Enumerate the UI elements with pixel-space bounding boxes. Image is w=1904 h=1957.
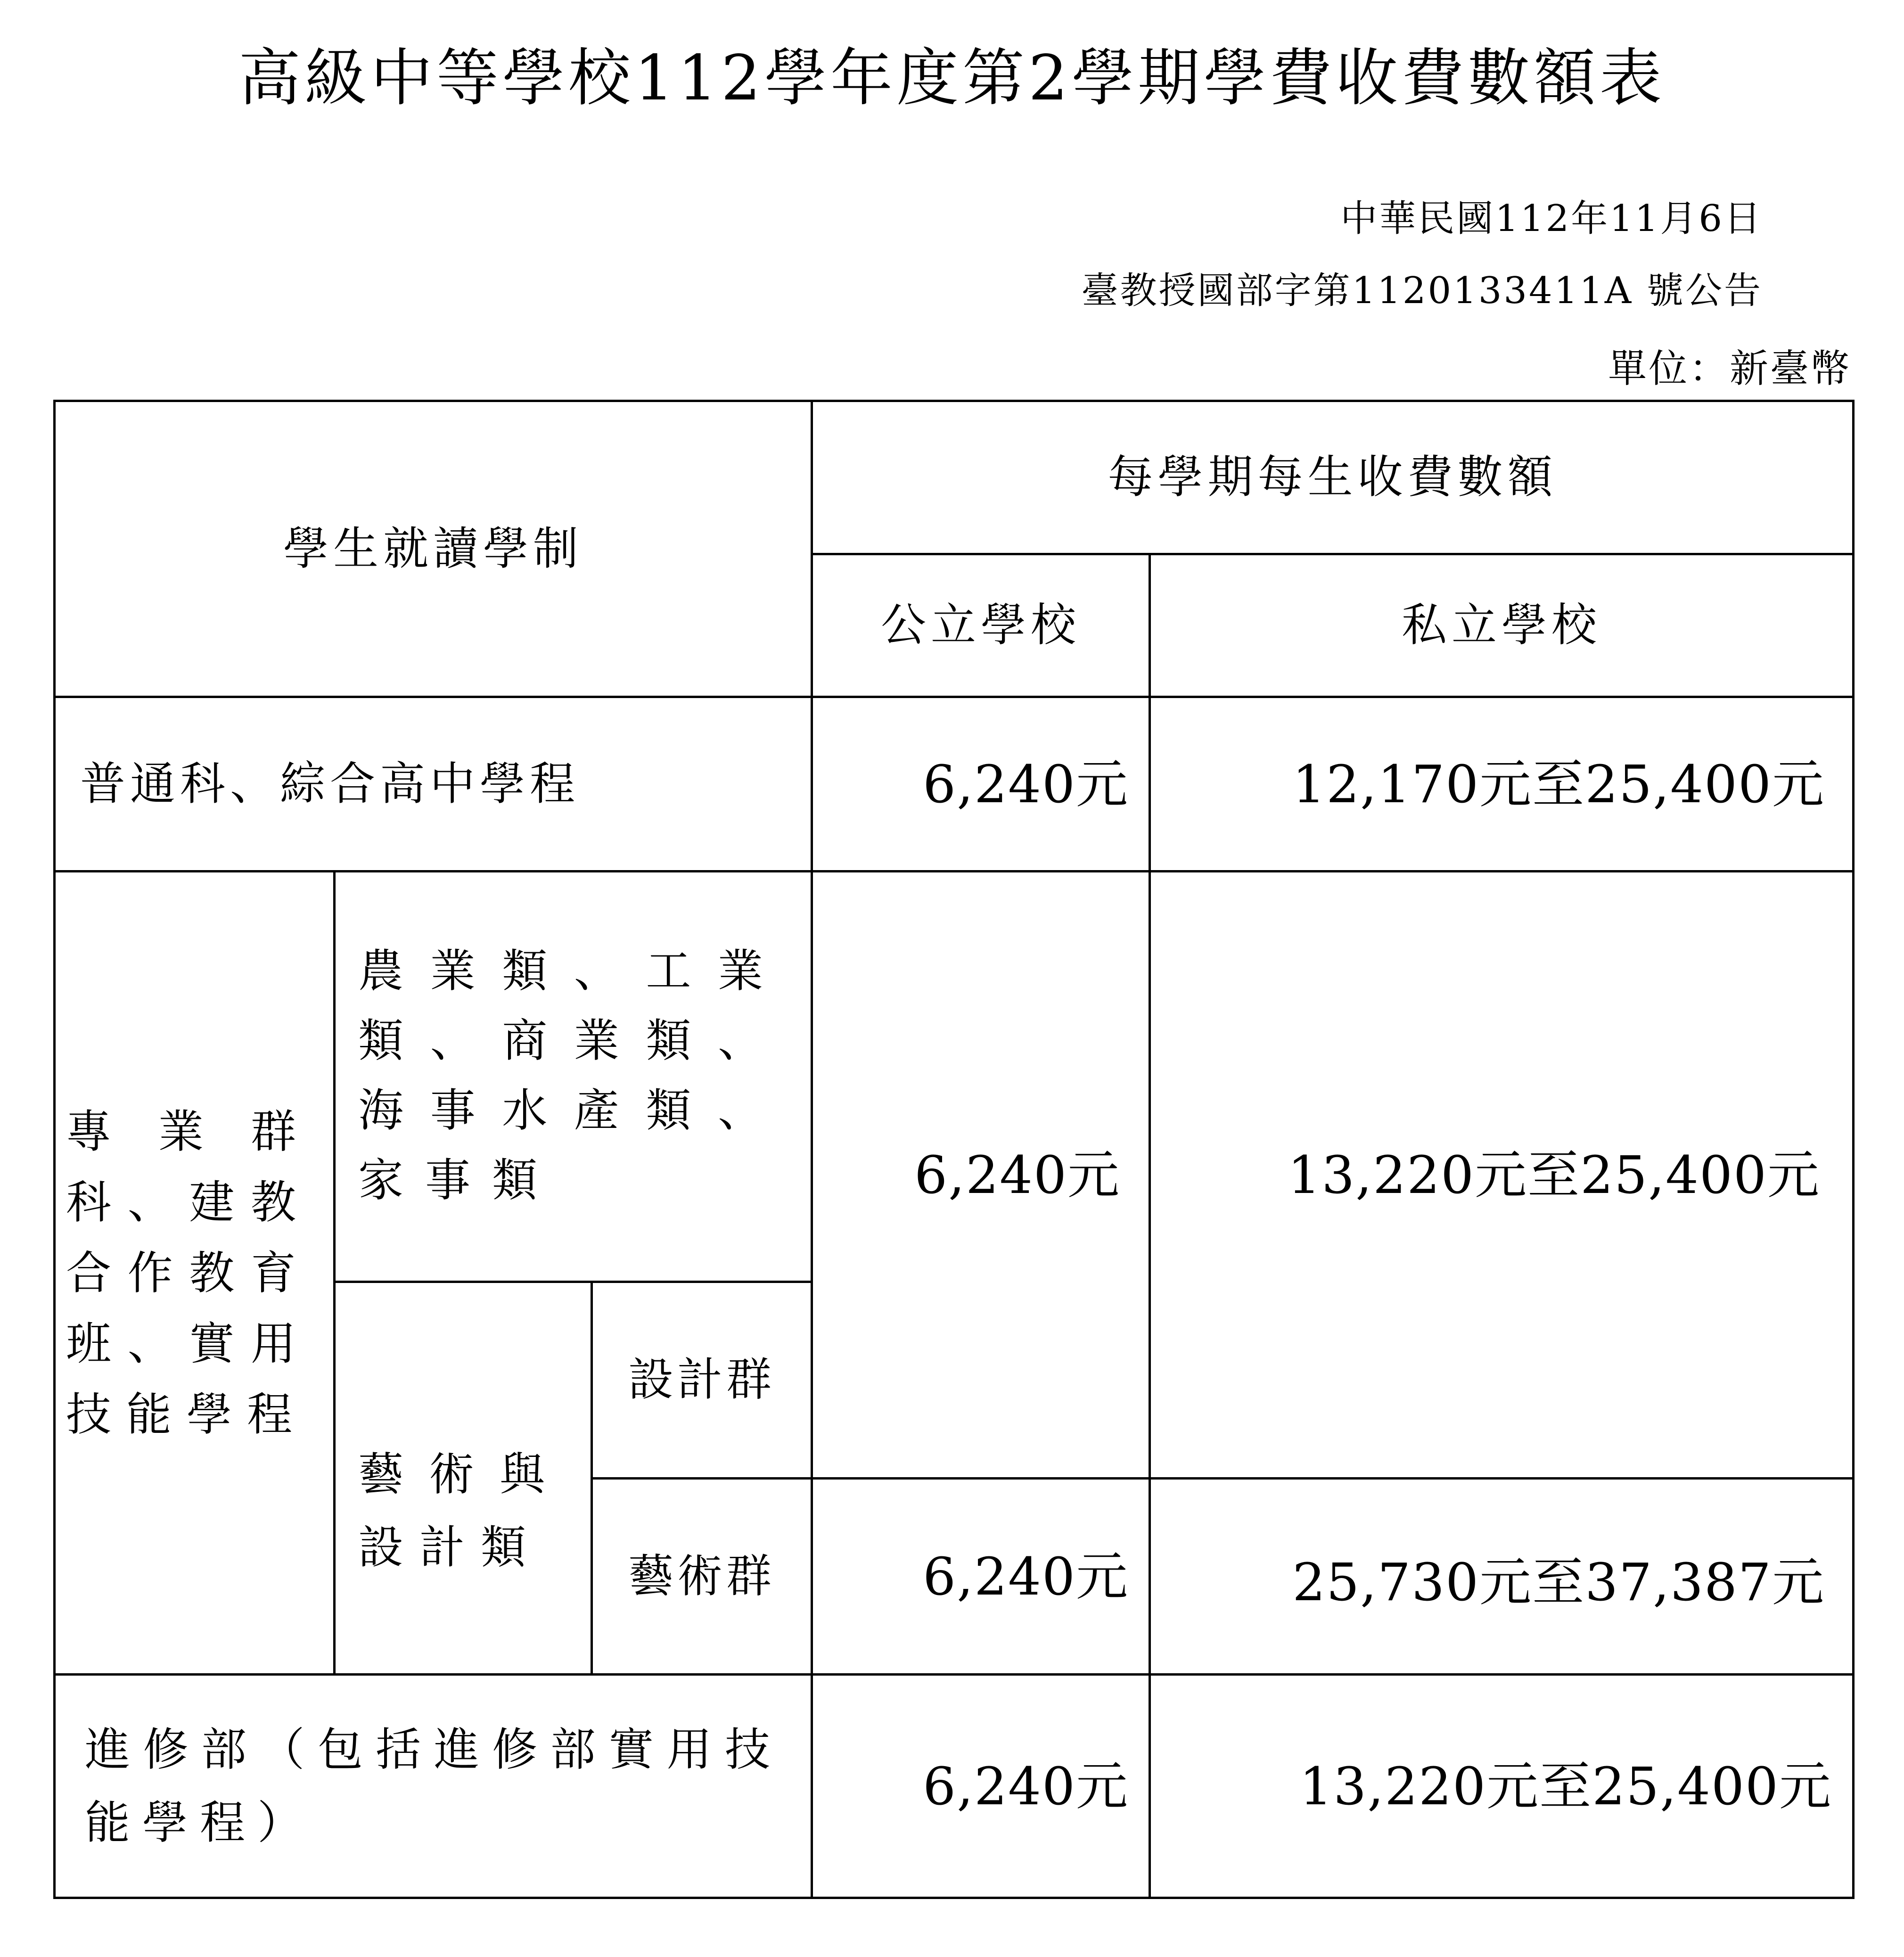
row-general-label: 普通科、綜合高中學程 [80,757,580,810]
row-vocational-group [66,872,311,1673]
header-public: 公立學校 [881,599,1081,652]
table-line [333,870,336,1676]
row-continuing-private: 13,220元至25,400元 [1299,1756,1832,1817]
row-vocational-private: 13,220元至25,400元 [1288,1144,1820,1205]
row-design-label: 設計群 [628,1353,775,1406]
header-fee-group: 每學期每生收費數額 [1108,451,1558,504]
announcement-date: 中華民國112年11月6日 [1340,197,1763,240]
row-vocational-label-text: 農業類、工業類、商業類、海事水產類、家事類 [358,945,785,1207]
currency-unit: 單位：新臺幣 [1608,346,1851,391]
row-general-private: 12,170元至25,400元 [1292,754,1825,814]
table-border-right [1852,400,1855,1899]
row-art-label: 藝術群 [628,1549,775,1603]
row-continuing-label [85,1676,782,1897]
header-private: 私立學校 [1402,599,1601,652]
table-border-bottom [53,1897,1855,1899]
row-vocational-label [358,872,785,1281]
row-continuing-label-text: 進修部（包括進修部實用技能學程） [85,1723,782,1849]
row-general-public: 6,240元 [923,754,1129,814]
row-vocational-public: 6,240元 [914,1144,1120,1205]
row-art-private: 25,730元至37,387元 [1292,1552,1825,1612]
row-art-design-subgroup [358,1283,566,1673]
row-vocational-group-text: 專業群科、建教合作教育班、實用技能學程 [66,1105,311,1441]
row-art-public: 6,240元 [923,1546,1129,1607]
announcement-number: 臺教授國部字第1120133411A 號公告 [1081,270,1763,312]
header-system: 學生就讀學制 [283,522,583,575]
document-title: 高級中等學校112學年度第2學期學費收費數額表 [238,42,1666,115]
row-continuing-public: 6,240元 [923,1756,1129,1817]
row-art-design-subgroup-text: 藝術與設計類 [358,1448,561,1574]
